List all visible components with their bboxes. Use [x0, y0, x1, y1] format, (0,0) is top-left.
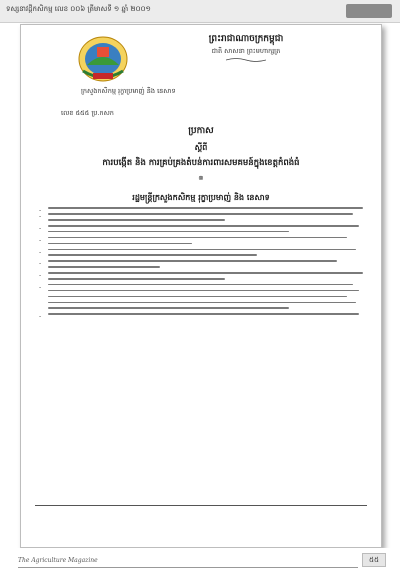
footer-rule: [18, 567, 358, 568]
ornament-divider-icon: [226, 57, 266, 63]
magazine-header-text: ទស្សនាវដ្តីកសិកម្ម លេខ ០០៦ ត្រីមាសទី ១ ឆ្នាំ ២០០១: [6, 5, 151, 13]
magazine-badge: [346, 4, 392, 18]
preamble-item: [39, 213, 369, 220]
text-line: [48, 272, 363, 274]
preamble-item: [39, 313, 369, 321]
bullet-dash: -: [39, 272, 42, 280]
text-line: [48, 249, 356, 251]
title-block: [21, 125, 381, 204]
text-line: [48, 296, 347, 298]
text-line: [48, 225, 359, 227]
preamble-item: [39, 207, 369, 215]
national-motto: ជាតិ សាសនា ព្រះមហាក្សត្រ: [211, 47, 281, 55]
bullet-dash: -: [39, 224, 42, 232]
bullet-dash: -: [39, 283, 42, 291]
issuer-title: រដ្ឋមន្ត្រីក្រសួងកសិកម្ម រុក្ខាប្រមាញ់ និង នេសាទ: [132, 193, 270, 202]
preamble-item: [39, 249, 369, 256]
text-line: [48, 231, 289, 233]
magazine-footer-title: The Agriculture Magazine: [18, 557, 98, 564]
bullet-dash: -: [39, 248, 42, 256]
text-line: [48, 307, 289, 309]
text-line: [48, 260, 337, 262]
document-number: លេខ ៥៥៥ ប្រ.កសក: [61, 109, 114, 117]
text-line: [48, 237, 347, 239]
ministry-emblem-icon: [77, 35, 129, 83]
preamble-item: [39, 284, 369, 309]
about-label: ស្តីពី: [194, 143, 208, 152]
bullet-dash: -: [39, 207, 42, 215]
bullet-dash: -: [39, 260, 42, 268]
document-subject: ការបង្កើត និង ការគ្រប់គ្រងតំបន់ការពារសមគមន៍ក្នុងខេត្តកំពង់ធំ: [102, 158, 300, 168]
text-line: [48, 266, 160, 268]
text-line: [48, 284, 353, 286]
ornament-symbol: ៙: [198, 174, 204, 182]
text-line: [48, 302, 356, 304]
kingdom-heading: ព្រះរាជាណាចក្រកម្ពុជា: [208, 34, 284, 44]
bullet-dash: -: [39, 313, 42, 321]
bullet-dash: -: [39, 213, 42, 221]
text-line: [48, 207, 363, 209]
preamble-item: [39, 272, 369, 279]
text-line: [48, 243, 192, 245]
page-number: ៥៥: [362, 553, 386, 567]
document-sheet: [20, 24, 382, 548]
footer-divider: [35, 505, 367, 506]
text-line: [48, 219, 225, 221]
bullet-dash: -: [39, 236, 42, 244]
preamble-list: [39, 203, 369, 319]
preamble-item: [39, 237, 369, 244]
preamble-item: [39, 260, 369, 267]
preamble-item: [39, 225, 369, 232]
text-line: [48, 278, 225, 280]
text-line: [48, 254, 257, 256]
text-line: [48, 213, 353, 215]
text-line: [48, 313, 359, 315]
ministry-name: ក្រសួងកសិកម្ម រុក្ខាប្រមាញ់ និង នេសាទ: [81, 87, 176, 95]
magazine-header-strip: [0, 0, 400, 23]
text-line: [48, 290, 359, 292]
document-type: ប្រកាស: [188, 126, 214, 136]
